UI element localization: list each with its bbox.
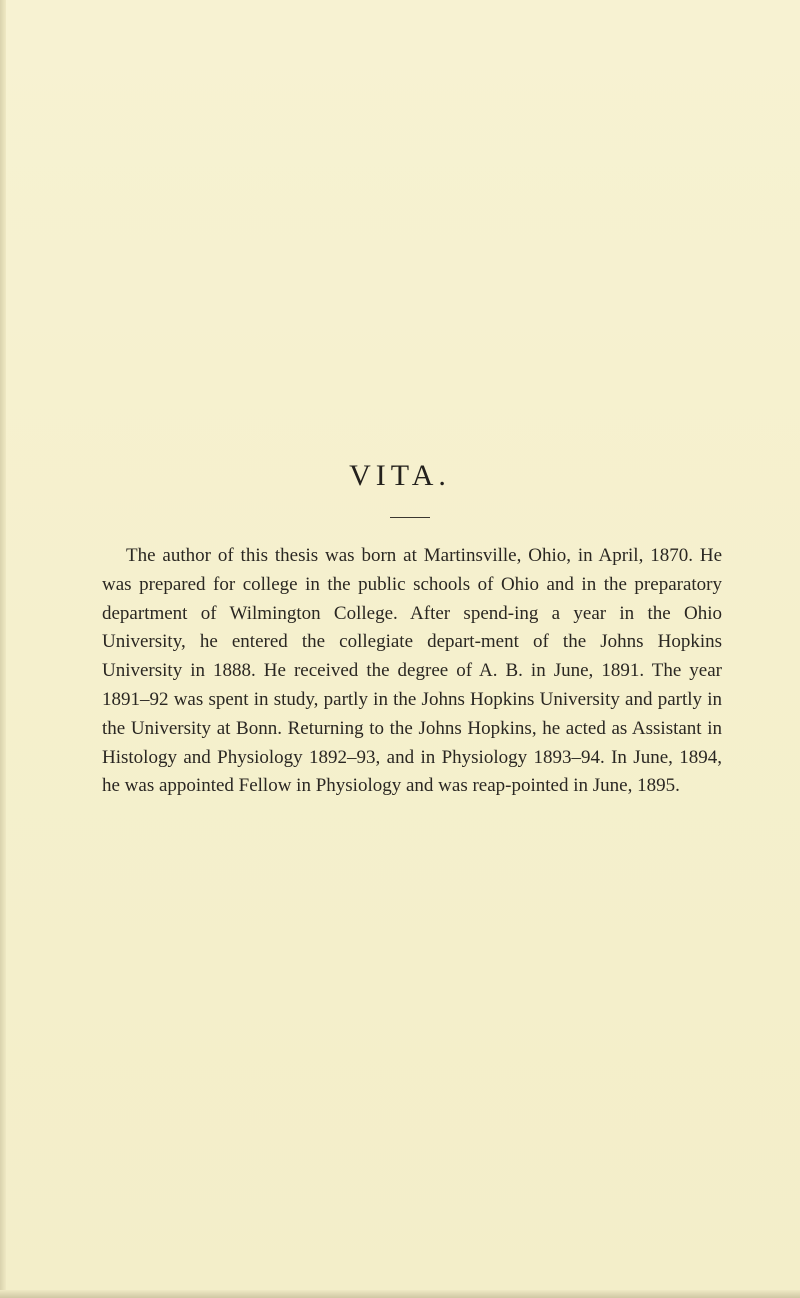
page-bottom-edge — [0, 1290, 800, 1298]
vita-paragraph: The author of this thesis was born at Martinsville, Ohio, in April, 1870. He was prepared for college in the public schools of Ohio and in the preparatory department of Wilmington College. After spend-ing a year in the Ohio University, he entered the collegiate depart-ment of the Johns Hopkins University in 1888. He received the degree of A. B. in June, 1891. The year 1891–92 was spent in study, partly in the Johns Hopkins University and partly in the University at Bonn. Returning to the Johns Hopkins, he acted as Assistant in Histology and Physiology 1892–93, and in Physiology 1893–94. In June, 1894, he was appointed Fellow in Physiology and was reap-pointed in June, 1895. — [102, 545, 722, 797]
page-left-edge — [0, 0, 6, 1298]
page-title: VITA. — [349, 459, 451, 492]
title-divider — [390, 517, 430, 518]
